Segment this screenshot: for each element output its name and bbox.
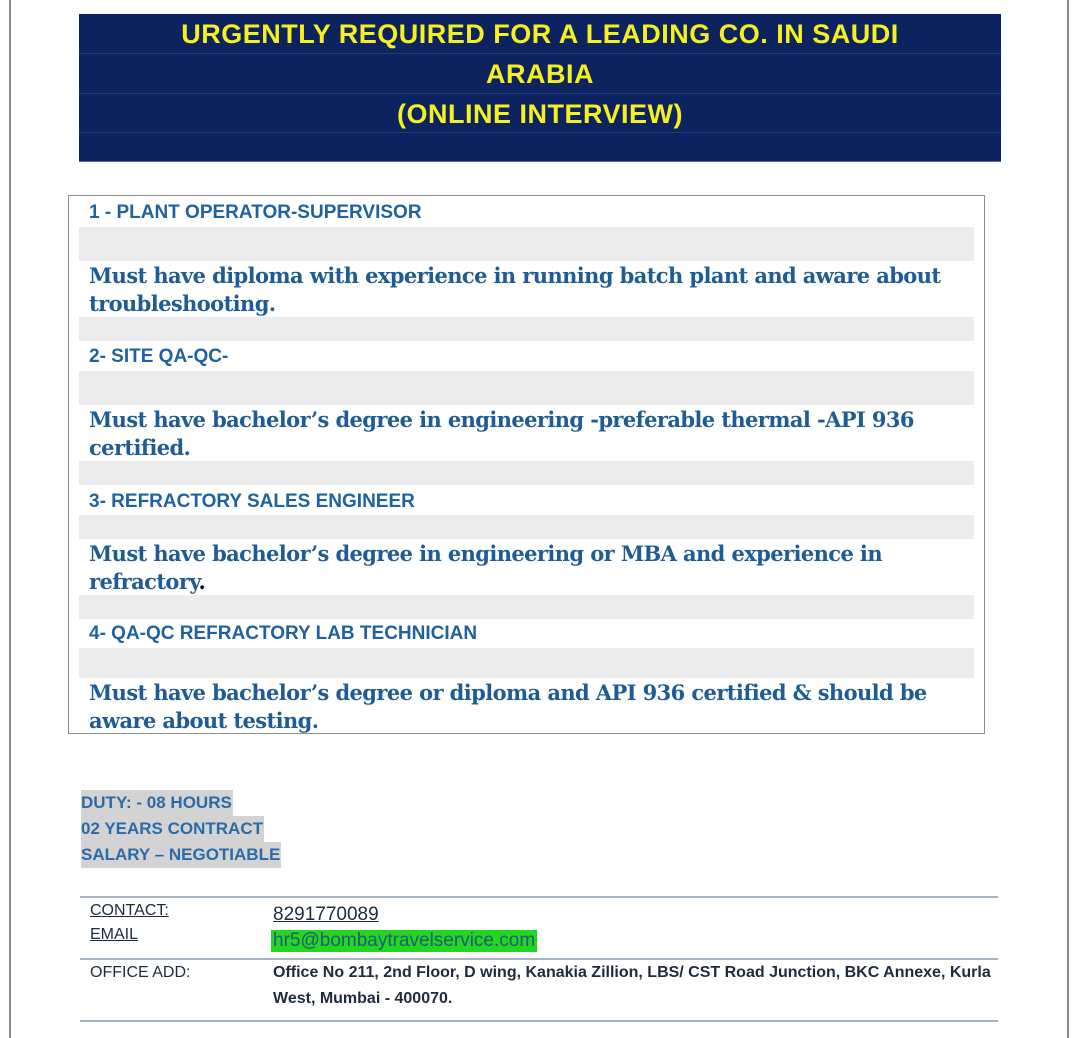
job-title: 3- REFRACTORY SALES ENGINEER <box>89 491 415 512</box>
banner-rule <box>79 93 1001 94</box>
divider <box>80 1020 998 1022</box>
office-address: Office No 211, 2nd Floor, D wing, Kanakia Zillion, LBS/ CST Road Junction, BKC Annexe, Kurla West, Mumbai - 400070. <box>273 964 991 1007</box>
job-description <box>89 540 970 596</box>
spacer-row <box>79 648 974 678</box>
header-banner <box>79 14 1001 162</box>
job-description: Must have diploma with experience in running batch plant and aware about troubleshooting. <box>89 263 941 316</box>
banner-rule <box>79 53 1001 54</box>
duty-hours: DUTY: - 08 HOURS <box>81 790 233 816</box>
banner-title-line-1: URGENTLY REQUIRED FOR A LEADING CO. IN SAUDI <box>181 19 899 49</box>
salary: SALARY – NEGOTIABLE <box>81 842 281 868</box>
job-title: 1 - PLANT OPERATOR-SUPERVISOR <box>89 202 422 223</box>
contact-label: CONTACT: <box>90 902 169 919</box>
job-title: 4- QA-QC REFRACTORY LAB TECHNICIAN <box>89 623 478 644</box>
banner-title-line-3: (ONLINE INTERVIEW) <box>396 99 683 129</box>
job-description: Must have bachelor’s degree in engineering -preferable thermal -API 936 certified. <box>89 407 914 460</box>
spacer-row <box>79 595 974 619</box>
spacer-row <box>79 317 974 341</box>
job-description: Must have bachelor’s degree or diploma and API 936 certified & should be aware about testing. <box>89 680 927 733</box>
phone-number[interactable]: 8291770089 <box>273 904 379 925</box>
spacer-row <box>79 515 974 539</box>
employment-terms <box>81 790 281 868</box>
email-link[interactable]: hr5@bombaytravelservice.com <box>273 930 536 951</box>
office-address-label: OFFICE ADD: <box>90 964 191 981</box>
job-title: 2- SITE QA-QC- <box>89 346 229 367</box>
period: . <box>198 569 206 594</box>
contract-length: 02 YEARS CONTRACT <box>81 816 264 842</box>
spacer-row <box>79 227 974 261</box>
email-label: EMAIL <box>90 926 139 943</box>
job-listings-box <box>68 195 985 734</box>
banner-rule <box>79 132 1001 133</box>
spacer-row <box>79 371 974 405</box>
divider <box>80 896 998 898</box>
spacer-row <box>79 461 974 485</box>
job-description-text: Must have bachelor’s degree in engineering or MBA and experience in refractory <box>89 541 882 594</box>
banner-title-line-2: ARABIA <box>486 59 594 89</box>
